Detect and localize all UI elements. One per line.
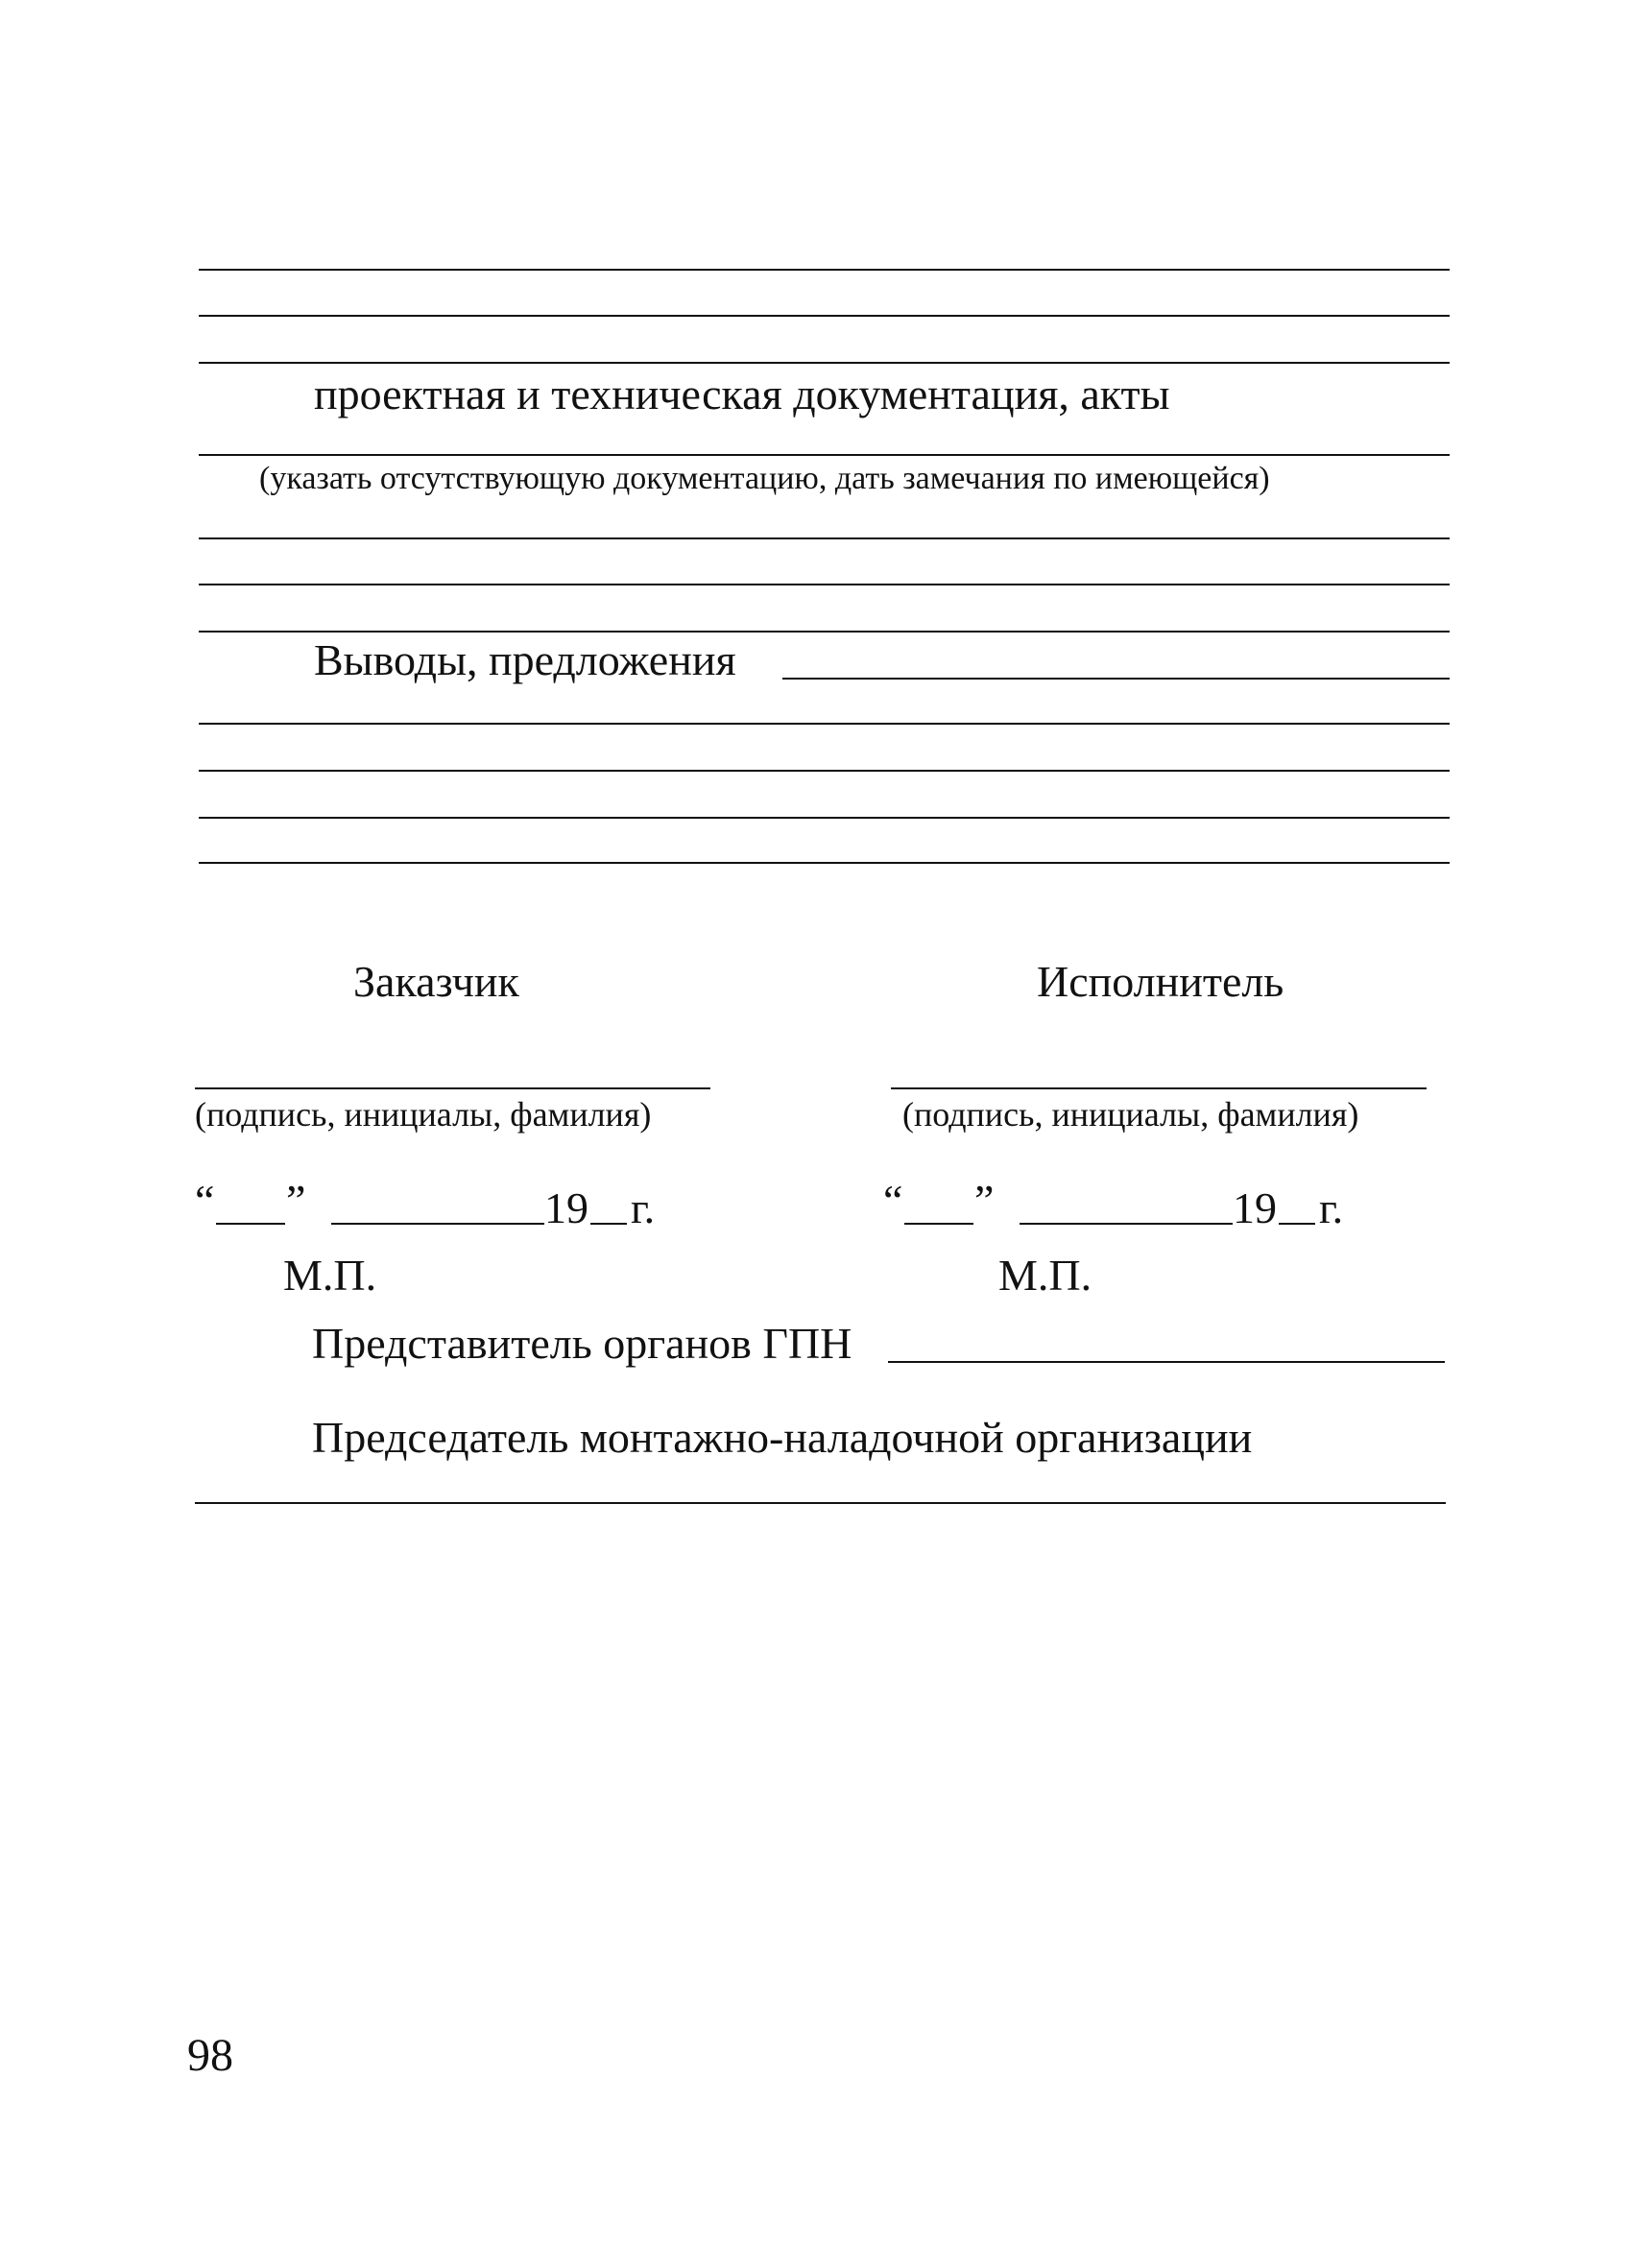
close-quote: ” bbox=[974, 1176, 995, 1225]
blank-line[interactable] bbox=[199, 315, 1450, 317]
blank-line[interactable] bbox=[199, 817, 1450, 819]
blank-line[interactable] bbox=[199, 723, 1450, 725]
customer-signature-hint: (подпись, инициалы, фамилия) bbox=[195, 1095, 652, 1134]
blank-line[interactable] bbox=[199, 454, 1450, 456]
gpn-representative-label: Представитель органов ГПН bbox=[312, 1319, 852, 1368]
conclusions-label: Выводы, предложения bbox=[314, 635, 736, 684]
customer-signature-field[interactable] bbox=[195, 1087, 710, 1089]
blank-line[interactable] bbox=[199, 362, 1450, 364]
open-quote: “ bbox=[883, 1176, 903, 1225]
blank-line[interactable] bbox=[199, 631, 1450, 633]
contractor-signature-hint: (подпись, инициалы, фамилия) bbox=[902, 1095, 1359, 1134]
year-suffix: г. bbox=[1319, 1183, 1344, 1232]
section-docs-hint: (указать отсутствующую документацию, дать замечания по имеющейся) bbox=[259, 461, 1270, 496]
year-field[interactable] bbox=[590, 1223, 627, 1225]
contractor-stamp-label: М.П. bbox=[998, 1251, 1092, 1300]
chairman-label: Председатель монтажно-наладочной организации bbox=[312, 1413, 1253, 1462]
year-prefix: 19 bbox=[544, 1183, 588, 1232]
blank-line[interactable] bbox=[199, 537, 1450, 539]
blank-line[interactable] bbox=[199, 269, 1450, 271]
chairman-field[interactable] bbox=[195, 1502, 1446, 1504]
section-docs-label: проектная и техническая документация, акты bbox=[314, 370, 1170, 418]
gpn-representative-field[interactable] bbox=[888, 1361, 1445, 1363]
conclusions-field[interactable] bbox=[782, 678, 1450, 680]
customer-label: Заказчик bbox=[353, 957, 519, 1006]
year-field[interactable] bbox=[1279, 1223, 1315, 1225]
day-field[interactable] bbox=[216, 1223, 285, 1225]
contractor-label: Исполнитель bbox=[1037, 957, 1284, 1006]
close-quote: ” bbox=[286, 1176, 306, 1225]
customer-stamp-label: М.П. bbox=[283, 1251, 377, 1300]
day-field[interactable] bbox=[904, 1223, 973, 1225]
contractor-signature-field[interactable] bbox=[891, 1087, 1427, 1089]
month-field[interactable] bbox=[1020, 1223, 1233, 1225]
open-quote: “ bbox=[195, 1176, 215, 1225]
blank-line[interactable] bbox=[199, 770, 1450, 772]
blank-line[interactable] bbox=[199, 862, 1450, 864]
year-prefix: 19 bbox=[1233, 1183, 1277, 1232]
year-suffix: г. bbox=[631, 1183, 656, 1232]
blank-line[interactable] bbox=[199, 584, 1450, 585]
page-number: 98 bbox=[187, 2030, 233, 2081]
month-field[interactable] bbox=[331, 1223, 544, 1225]
